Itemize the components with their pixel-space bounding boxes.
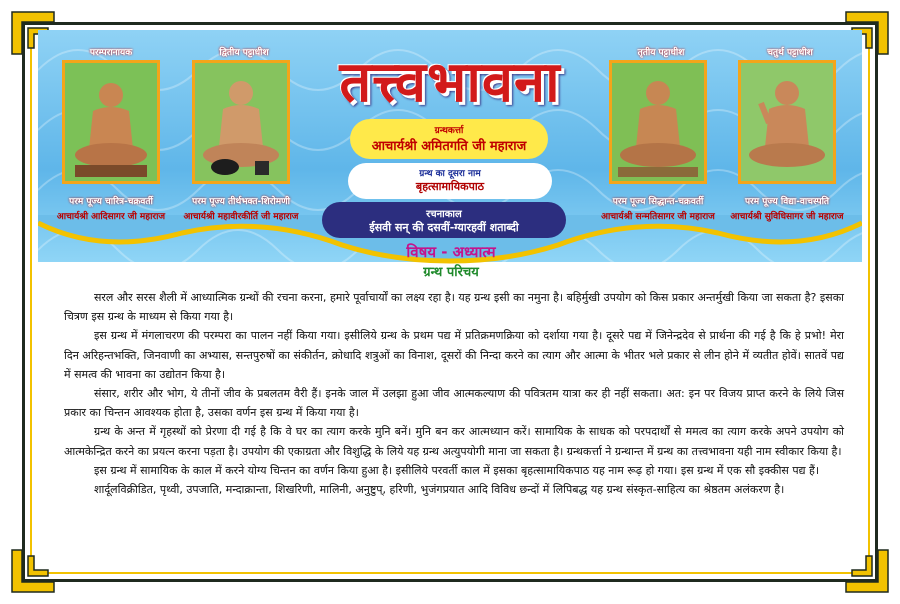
portrait-1-photo <box>62 60 160 184</box>
paragraph: शार्दूलविक्रीडित, पृथ्वी, उपजाति, मन्दाक्रान्ता, शिखरिणी, मालिनी, अनुष्टुप्, हरिणी, भुजंगप्रयात आदि विविध छन्दों में लिपिबद्ध यह ग्रन्थ संस्कृत-साहित्य का श्रेष्ठतम अलंकरण है। <box>94 483 785 497</box>
author-box <box>350 119 548 159</box>
paragraph: इस ग्रन्थ में सामायिक के काल में करने योग्य चिन्तन का वर्णन किया हुआ है। इसीलिये परवर्ती काल में इसका बृहत्सामायिकपाठ यह नाम रूढ़ हो गया। इस ग्रन्थ में एक सौ इक्कीस पद्य हैं। <box>94 463 820 477</box>
author-name: आचार्यश्री अमितगति जी महाराज <box>371 139 527 154</box>
alternate-name-label: ग्रन्थ का दूसरा नाम <box>419 169 481 179</box>
alternate-name-value: बृहत्सामायिकपाठ <box>415 180 485 193</box>
intro-text <box>64 288 844 499</box>
portrait-3-caption: परम पूज्य सिद्धान्त-चक्रवर्ती <box>612 197 704 207</box>
portrait-1-name: आचार्यश्री आदिसागर जी महाराज <box>56 212 166 222</box>
subject-heading: विषय - अध्यात्म <box>406 243 496 261</box>
seated-monk-icon <box>741 63 833 181</box>
seated-monk-icon <box>65 63 157 181</box>
portrait-4-photo <box>738 60 836 184</box>
portrait-4-title: चतुर्थ पट्टाधीश <box>767 48 813 58</box>
composition-period-label: रचनाकाल <box>426 209 462 220</box>
portrait-1-caption: परम पूज्य चारित्र-चक्रवर्ती <box>69 197 153 207</box>
portrait-3-photo <box>609 60 707 184</box>
alternate-name-box <box>348 163 552 199</box>
portrait-2-name: आचार्यश्री महावीरकीर्ति जी महाराज <box>183 212 299 222</box>
portrait-2-title: द्वितीय पट्टाधीश <box>219 48 269 58</box>
corner-ornament-icon <box>842 546 892 596</box>
composition-period-box <box>322 202 566 238</box>
portrait-3-name: आचार्यश्री सन्मतिसागर जी महाराज <box>601 212 715 222</box>
composition-period-value: ईसवी सन् की दसवीं-ग्यारहवीं शताब्दी <box>369 221 519 234</box>
portrait-2-photo <box>192 60 290 184</box>
book-title: तत्त्वभावना <box>339 49 561 115</box>
portrait-4-name: आचार्यश्री सुविधिसागर जी महाराज <box>730 212 844 222</box>
intro-heading: ग्रन्थ परिचय <box>423 265 479 280</box>
seated-monk-icon <box>195 63 287 181</box>
paragraph: संसार, शरीर और भोग, ये तीनों जीव के प्रबलतम वैरी हैं। इनके जाल में उलझा हुआ जीव आत्मकल्याण की पवित्रतम यात्रा कर ही नहीं सकता। अत: इन पर विजय प्राप्त करने के लिये जिस प्रकार का चिन्तन आवश्यक होता है, उसका वर्णन इस ग्रन्थ में किया गया है। <box>64 387 844 420</box>
portrait-2-caption: परम पूज्य तीर्थभक्त-शिरोमणी <box>192 197 290 207</box>
portrait-3-title: तृतीय पट्टाधीश <box>637 48 685 58</box>
portrait-4-caption: परम पूज्य विद्या-वाचस्पति <box>744 197 830 207</box>
paragraph: ग्रन्थ के अन्त में गृहस्थों को प्रेरणा दी गई है कि वे घर का त्याग करके मुनि बनें। मुनि बन कर आत्मध्यान करें। सामायिक के साधक को परपदार्थों से ममत्व का त्याग करके अपने उपयोग को आत्मकेन्द्रित करने का प्रयत्न करना पड़ता है। उपयोग की एकाग्रता और विशुद्धि के लिये यह ग्रन्थ अत्युपयोगी माना जा सकता है। ग्रन्थकर्त्ता ने ग्रन्थान्त में ग्रन्थ का तत्त्वभावना यही नाम स्वीकार किया है। <box>64 425 844 458</box>
corner-ornament-icon <box>8 546 58 596</box>
author-label: ग्रन्थकर्त्ता <box>434 126 464 136</box>
paragraph: सरल और सरस शैली में आध्यात्मिक ग्रन्थों की रचना करना, हमारे पूर्वाचार्यों का लक्ष्य रहा है। यह ग्रन्थ इसी का नमुना है। बहिर्मुखी उपयोग को किस प्रकार अन्तर्मुखी किया जा सकता है? इसका चित्रण इस ग्रन्थ के माध्यम से किया गया है। <box>64 291 844 324</box>
seated-monk-icon <box>612 63 704 181</box>
paragraph: इस ग्रन्थ में मंगलाचरण की परम्परा का पालन नहीं किया गया। इसीलिये ग्रन्थ के प्रथम पद्य में प्रतिक्रमणक्रिया को दर्शाया गया है। दूसरे पद्य में जिनेन्द्रदेव से प्रार्थना की गई है कि हे प्रभो! मेरा दिन अरिहन्तभक्ति, जिनवाणी का अभ्यास, सन्तपुरुषों का संकीर्तन, क्रोधादि शत्रुओं का विनाश, दूसरों की निन्दा करने का त्याग और आत्मा के भीतर भले प्रकार से लीन होने में व्यतीत होवें। सातवें पद्य में समत्व की भावना का उद्योतन किया है। <box>64 329 844 381</box>
portrait-1-title: परम्परानायक <box>89 48 133 58</box>
